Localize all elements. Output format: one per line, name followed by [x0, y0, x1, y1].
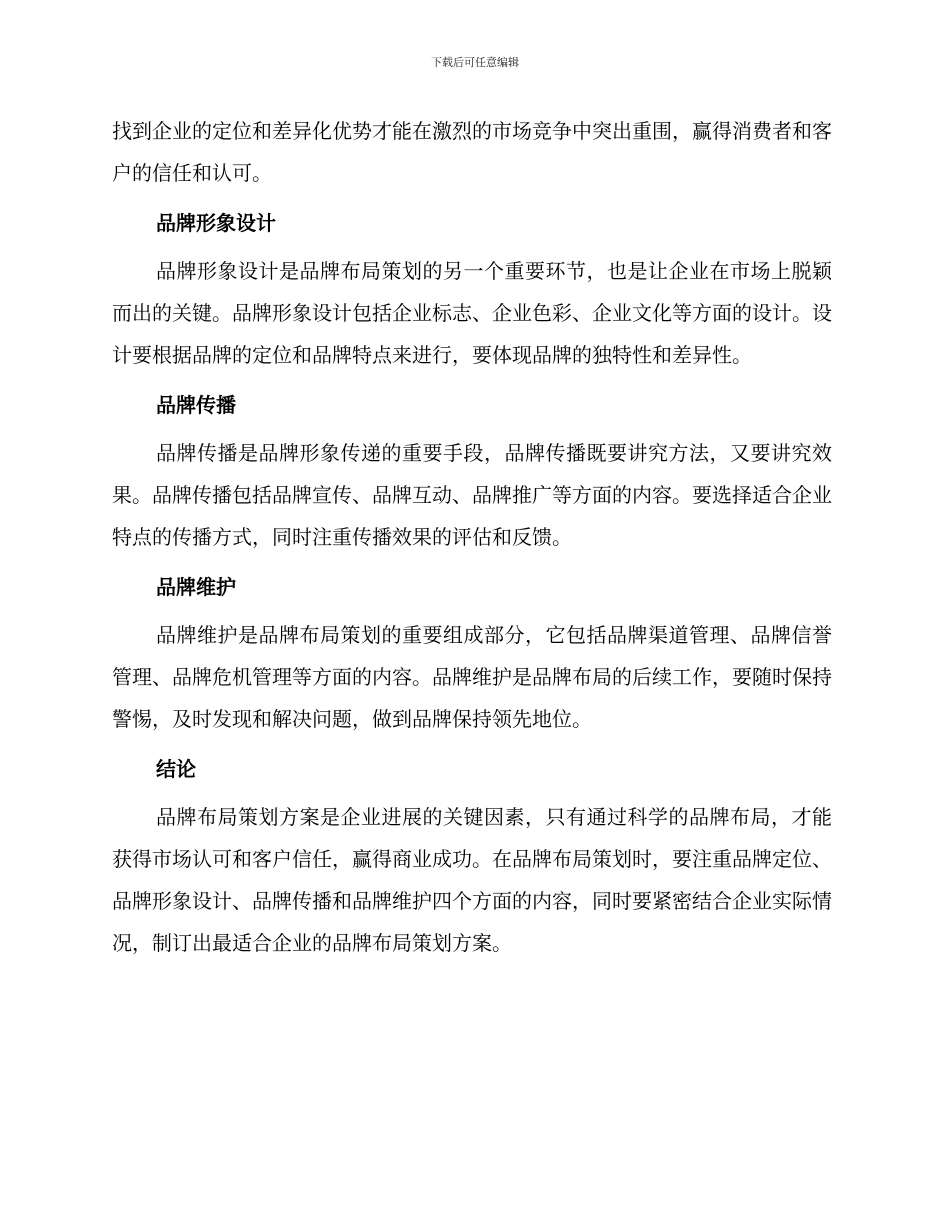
section-paragraph-brand-maintenance: 品牌维护是品牌布局策划的重要组成部分，它包括品牌渠道管理、品牌信誉管理、品牌危机管理等方面的内容。品牌维护是品牌布局的后续工作，要随时保持警惕，及时发现和解决问题，做到品牌保持领先地位。 [112, 623, 832, 731]
section-heading-brand-maintenance: 品牌维护 [156, 575, 236, 599]
section-paragraph-brand-communication: 品牌传播是品牌形象传递的重要手段，品牌传播既要讲究方法，又要讲究效果。品牌传播包括品牌宣传、品牌互动、品牌推广等方面的内容。要选择适合企业特点的传播方式，同时注重传播效果的评估和反馈。 [112, 441, 832, 549]
section-paragraph-brand-image-design: 品牌形象设计是品牌布局策划的另一个重要环节，也是让企业在市场上脱颖而出的关键。品牌形象设计包括企业标志、企业色彩、企业文化等方面的设计。设计要根据品牌的定位和品牌特点来进行，要体现品牌的独特性和差异性。 [112, 259, 832, 367]
section-heading-brand-image-design: 品牌形象设计 [156, 211, 276, 235]
section-paragraph-conclusion: 品牌布局策划方案是企业进展的关键因素，只有通过科学的品牌布局，才能获得市场认可和客户信任，赢得商业成功。在品牌布局策划时，要注重品牌定位、品牌形象设计、品牌传播和品牌维护四个方面的内容，同时要紧密结合企业实际情况，制订出最适合企业的品牌布局策划方案。 [112, 805, 832, 955]
document-body [112, 110, 832, 964]
section-heading-brand-communication: 品牌传播 [156, 393, 236, 417]
section-heading-conclusion: 结论 [156, 757, 196, 781]
page-header-note: 下载后可任意编辑 [431, 56, 519, 69]
intro-paragraph: 找到企业的定位和差异化优势才能在激烈的市场竞争中突出重围，赢得消费者和客户的信任和认可。 [112, 119, 832, 185]
